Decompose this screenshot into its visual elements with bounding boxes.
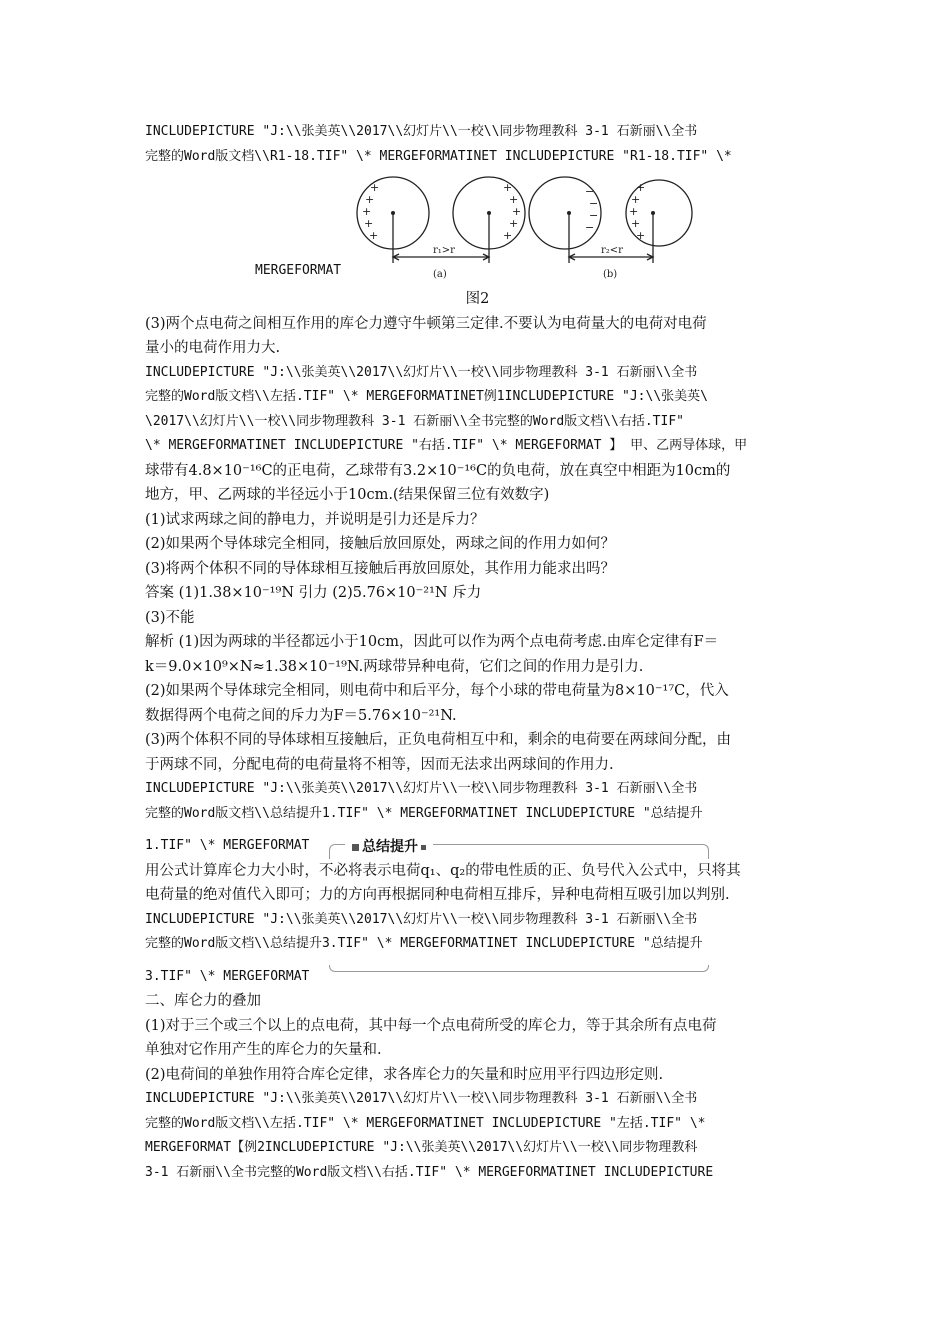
svg-text:+: +	[370, 181, 380, 194]
question-3: (3)将两个体积不同的导体球相互接触后再放回原处，其作用力能求出吗？	[145, 560, 616, 577]
text-line: 量小的电荷作用力大.	[145, 340, 281, 356]
charged-spheres-diagram	[353, 171, 693, 285]
text-line: 球带有4.8×10⁻¹⁶C的正电荷，乙球带有3.2×10⁻¹⁶C的负电荷，放在真空中相距为10cm的	[145, 462, 731, 479]
field-code-line: 3-1 石新丽\\全书完整的Word版文档\\右括.TIF" \* MERGEFORMATINET INCLUDEPICTURE	[145, 1164, 714, 1180]
field-code-line: 完整的Word版文档\\R1-18.TIF" \* MERGEFORMATINET INCLUDEPICTURE "R1-18.TIF" \*	[145, 148, 732, 164]
svg-text:+: +	[631, 217, 641, 230]
summary-box-top: 1.TIF" \* MERGEFORMAT 总结提升	[145, 834, 810, 859]
svg-text:+: +	[636, 229, 646, 242]
svg-text:−: −	[585, 221, 595, 234]
analysis-line: (2)如果两个导体球完全相同，则电荷中和后平分，每个小球的带电荷量为8×10⁻¹⁷C，代入	[145, 683, 729, 699]
field-code-line: 完整的Word版文档\\总结提升3.TIF" \* MERGEFORMATINET INCLUDEPICTURE "总结提升	[145, 936, 703, 951]
label-a: (a)	[433, 269, 447, 280]
field-code-line: INCLUDEPICTURE "J:\\张美英\\2017\\幻灯片\\一校\\同步物理教科 3-1 石新丽\\全书	[145, 1091, 698, 1106]
field-code-line: \2017\\幻灯片\\一校\\同步物理教科 3-1 石新丽\\全书完整的Word版文档\\右括.TIF"	[145, 413, 684, 429]
svg-text:+: +	[369, 229, 379, 242]
figure-caption: 图2	[465, 291, 490, 307]
example-1-header: \* MERGEFORMATINET INCLUDEPICTURE "右括.TIF" \* MERGEFORMAT 】 甲、乙两导体球，甲	[145, 438, 748, 453]
field-code-line: INCLUDEPICTURE "J:\\张美英\\2017\\幻灯片\\一校\\同步物理教科 3-1 石新丽\\全书	[145, 124, 698, 139]
field-code-line: MERGEFORMAT	[255, 262, 342, 278]
text-line: (1)对于三个或三个以上的点电荷，其中每一个点电荷所受的库仑力，等于其余所有点电荷	[145, 1017, 717, 1034]
summary-box-border	[329, 965, 709, 972]
analysis-line: (3)两个体积不同的导体球相互接触后，正负电荷相互中和，剩余的电荷要在两球间分配，由	[145, 732, 732, 748]
document-page	[145, 120, 810, 1185]
answer-line: 答案 (1)1.38×10⁻¹⁹N 引力 (2)5.76×10⁻²¹N 斥力	[145, 585, 482, 601]
svg-text:+: +	[509, 217, 519, 230]
text-line: 地方，甲、乙两球的半径远小于10cm.(结果保留三位有效数字)	[145, 487, 550, 503]
field-code-line: 完整的Word版文档\\左括.TIF" \* MERGEFORMATINET例1INCLUDEPICTURE "J:\\张美英\	[145, 389, 708, 404]
svg-text:+: +	[503, 181, 513, 194]
field-code-line: 完整的Word版文档\\总结提升1.TIF" \* MERGEFORMATINET INCLUDEPICTURE "总结提升	[145, 805, 703, 821]
field-code-line: MERGEFORMAT【例2INCLUDEPICTURE "J:\\张美英\\2017\\幻灯片\\一校\\同步物理教科	[145, 1140, 698, 1155]
field-code-line: INCLUDEPICTURE "J:\\张美英\\2017\\幻灯片\\一校\\同步物理教科 3-1 石新丽\\全书	[145, 781, 698, 796]
svg-text:+: +	[629, 205, 639, 218]
svg-text:+: +	[636, 181, 646, 194]
analysis-line: 于两球不同，分配电荷的电荷量将不相等，因而无法求出两球间的作用力.	[145, 756, 614, 773]
figure-2	[145, 169, 810, 287]
text-line: (3)两个点电荷之间相互作用的库仑力遵守牛顿第三定律.不要认为电荷量大的电荷对电荷	[145, 315, 707, 332]
analysis-line: 数据得两个电荷之间的斥力为F＝5.76×10⁻²¹N.	[145, 707, 457, 724]
text-line: 单独对它作用产生的库仑力的矢量和.	[145, 1042, 382, 1058]
section-heading: 二、库仑力的叠加	[145, 993, 261, 1009]
svg-text:−: −	[585, 185, 595, 198]
svg-text:+: +	[509, 193, 519, 206]
question-1: (1)试求两球之间的静电力，并说明是引力还是斥力？	[145, 511, 485, 528]
analysis-line: 解析 (1)因为两球的半径都远小于10cm，因此可以作为两个点电荷考虑.由库仑定律有F＝	[145, 634, 719, 650]
svg-text:−: −	[589, 209, 599, 222]
field-code-line: INCLUDEPICTURE "J:\\张美英\\2017\\幻灯片\\一校\\同步物理教科 3-1 石新丽\\全书	[145, 911, 698, 927]
distance-label-a: r₁>r	[433, 245, 455, 256]
text-line: (2)电荷间的单独作用符合库仑定律，求各库仑力的矢量和时应用平行四边形定则.	[145, 1066, 664, 1083]
analysis-line: k＝9.0×10⁹×N≈1.38×10⁻¹⁹N.两球带异种电荷，它们之间的作用力是引力.	[145, 658, 644, 675]
svg-text:+: +	[503, 229, 513, 242]
question-2: (2)如果两个导体球完全相同，接触后放回原处，两球之间的作用力如何？	[145, 536, 616, 552]
field-code-line: 完整的Word版文档\\左括.TIF" \* MERGEFORMATINET INCLUDEPICTURE "左括.TIF" \*	[145, 1115, 706, 1131]
field-code-line: INCLUDEPICTURE "J:\\张美英\\2017\\幻灯片\\一校\\同步物理教科 3-1 石新丽\\全书	[145, 364, 698, 380]
svg-text:+: +	[362, 205, 372, 218]
summary-box-bottom: 3.TIF" \* MERGEFORMAT	[145, 965, 810, 990]
svg-text:+: +	[631, 193, 641, 206]
svg-text:+: +	[365, 193, 375, 206]
svg-text:+: +	[364, 217, 374, 230]
distance-label-b: r₂<r	[601, 245, 623, 256]
summary-text: 用公式计算库仑力大小时，不必将表示电荷q₁、q₂的带电性质的正、负号代入公式中，只将其	[145, 862, 741, 879]
summary-text: 电荷量的绝对值代入即可；力的方向再根据同种电荷相互排斥，异种电荷相互吸引加以判别.	[145, 887, 730, 903]
svg-text:−: −	[589, 197, 599, 210]
svg-text:+: +	[512, 205, 522, 218]
summary-box-title: 总结提升	[345, 835, 433, 859]
answer-line: (3)不能	[145, 609, 195, 626]
label-b: (b)	[603, 269, 618, 280]
